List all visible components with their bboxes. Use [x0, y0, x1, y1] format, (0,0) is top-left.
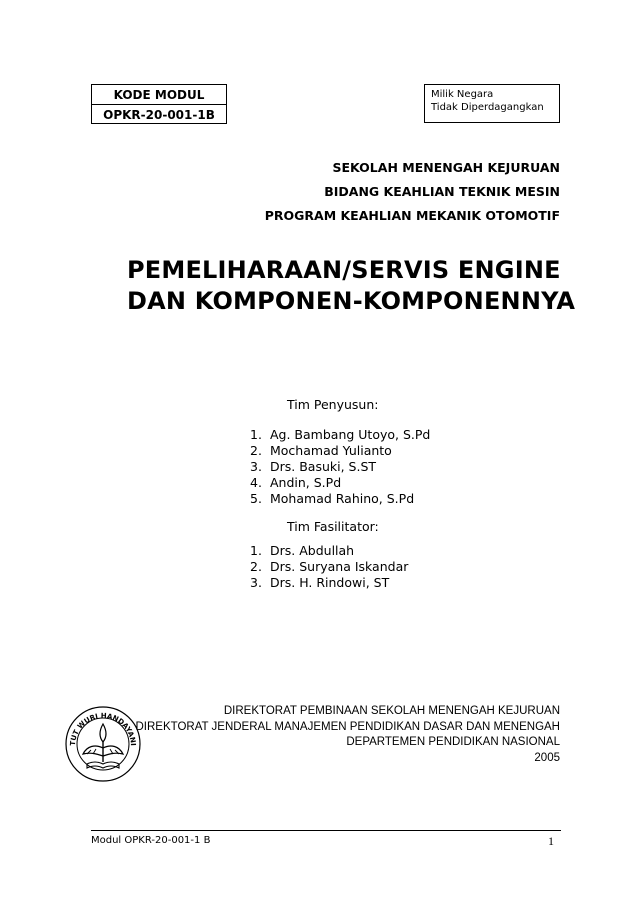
page-number: 1 [548, 834, 554, 848]
kode-modul-code: OPKR-20-001-1B [103, 107, 215, 122]
directorate-line-1: DIREKTORAT PEMBINAAN SEKOLAH MENENGAH KEJURUAN [223, 705, 560, 717]
list-item: 2. Mochamad Yulianto [250, 443, 392, 458]
footer-module-code: Modul OPKR-20-001-1 B [91, 835, 211, 846]
field-of-expertise: BIDANG KEAHLIAN TEKNIK MESIN [324, 184, 560, 199]
list-item: 4. Andin, S.Pd [250, 475, 342, 490]
tim-penyusun-list [250, 427, 430, 507]
svg-text:TUT WURI HANDAYANI: TUT WURI HANDAYANI [68, 711, 138, 747]
kode-modul-box [91, 84, 227, 124]
tim-penyusun-heading: Tim Penyusun: [287, 397, 379, 412]
list-item: 1. Ag. Bambang Utoyo, S.Pd [250, 427, 431, 442]
list-item: 5. Mohamad Rahino, S.Pd [250, 491, 415, 506]
footer-divider [91, 830, 561, 831]
school-name: SEKOLAH MENENGAH KEJURUAN [332, 160, 560, 175]
directorate-line-2: DIREKTORAT JENDERAL MANAJEMEN PENDIDIKAN DASAR DAN MENENGAH [135, 720, 560, 733]
ownership-line-1: Milik Negara [431, 89, 494, 100]
publication-year: 2005 [534, 751, 560, 764]
ownership-notice [424, 84, 560, 123]
list-item: 2. Drs. Suryana Iskandar [250, 559, 409, 574]
list-item: 3. Drs. H. Rindowi, ST [250, 575, 390, 590]
tut-wuri-handayani-emblem-icon [63, 704, 143, 784]
module-title-line-2: DAN KOMPONEN-KOMPONENNYA [127, 287, 576, 315]
module-title-line-1: PEMELIHARAAN/SERVIS ENGINE [127, 256, 561, 284]
ownership-line-2: Tidak Diperdagangkan [431, 102, 544, 113]
program-of-expertise: PROGRAM KEAHLIAN MEKANIK OTOMOTIF [264, 208, 560, 223]
department-name: DEPARTEMEN PENDIDIKAN NASIONAL [346, 736, 560, 748]
tim-fasilitator-list [250, 543, 408, 591]
list-item: 1. Drs. Abdullah [250, 543, 355, 558]
list-item: 3. Drs. Basuki, S.ST [250, 459, 377, 474]
tim-fasilitator-heading: Tim Fasilitator: [287, 519, 379, 534]
kode-modul-label: KODE MODUL [92, 85, 226, 105]
